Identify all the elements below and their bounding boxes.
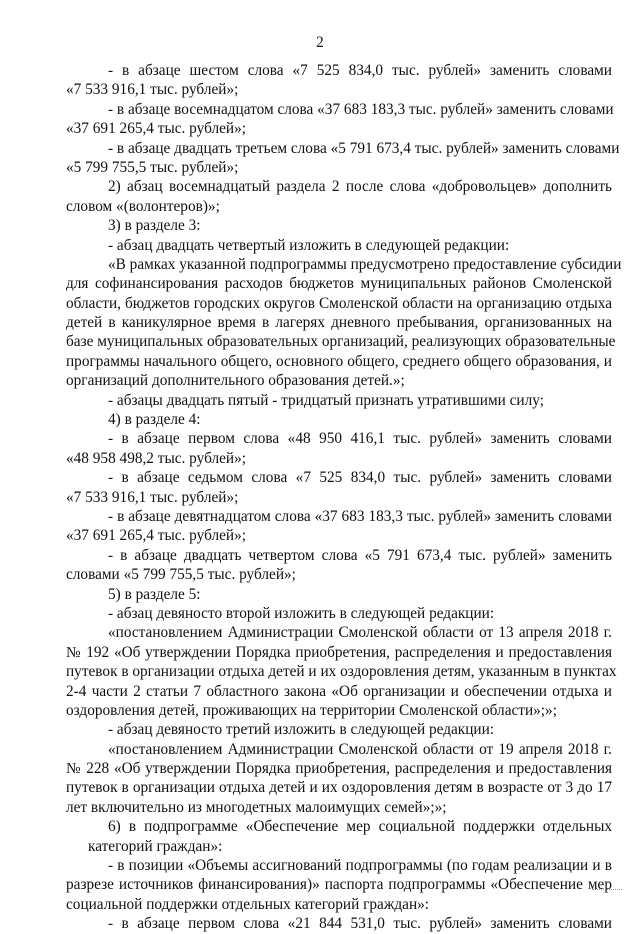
- text-line: «В рамках указанной подпрограммы предусмотрено предоставление субсидии: [108, 255, 622, 273]
- paragraph: [66, 100, 612, 139]
- text-line: разрезе источников финансирования)» паспорта подпрограммы «Обеспечение мер: [66, 876, 612, 894]
- paragraph: [66, 720, 612, 739]
- text-line: «37 691 265,4 тыс. рублей»;: [66, 120, 246, 138]
- paragraph: [66, 604, 612, 623]
- text-line: для софинансирования расходов бюджетов муниципальных районов Смоленской: [66, 275, 612, 293]
- text-line: программы начального общего, основного общего, среднего общего образования, и: [66, 352, 612, 370]
- text-line: - в абзаце двадцать третьем слова «5 791 673,4 тыс. рублей» заменить словами: [108, 139, 620, 157]
- paragraph: [66, 914, 612, 933]
- paragraph: [66, 429, 612, 468]
- text-line: 3) в разделе 3:: [108, 217, 201, 235]
- text-line: «постановлением Администрации Смоленской области от 19 апреля 2018 г.: [108, 740, 612, 758]
- page-number: 2: [316, 34, 324, 51]
- paragraph: [66, 391, 612, 410]
- text-line: категорий граждан»:: [88, 837, 223, 855]
- text-line: путевок в организации отдыха детей и их оздоровления детям в возрасте от 3 до 17: [66, 779, 612, 797]
- text-line: оздоровления детей, проживающих на территории Смоленской области»;»;: [66, 701, 557, 719]
- text-line: «37 691 265,4 тыс. рублей»;: [66, 527, 246, 545]
- text-line: 2) абзац восемнадцатый раздела 2 после слова «добровольцев» дополнить: [108, 178, 612, 196]
- text-line: - в абзаце девятнадцатом слова «37 683 183,3 тыс. рублей» заменить словами: [108, 507, 612, 525]
- text-line: - в позиции «Объемы ассигнований подпрограммы (по годам реализации и в: [108, 857, 612, 875]
- text-line: - абзац девяносто второй изложить в следующей редакции:: [108, 604, 495, 622]
- text-line: - в абзаце восемнадцатом слова «37 683 183,3 тыс. рублей» заменить словами: [108, 100, 614, 118]
- paragraph: [66, 856, 612, 914]
- paragraph: [66, 61, 612, 100]
- text-line: путевок в организации отдыха детей и их оздоровления детям, указанным в пунктах: [66, 663, 617, 681]
- text-line: - в абзаце двадцать четвертом слова «5 791 673,4 тыс. рублей» заменить: [108, 546, 612, 564]
- paragraph: [66, 139, 620, 178]
- text-line: - абзац двадцать четвертый изложить в следующей редакции:: [108, 236, 510, 254]
- paragraph: [66, 216, 612, 235]
- paragraph: [66, 255, 622, 391]
- document-body: [66, 61, 622, 934]
- paragraph: [66, 623, 617, 720]
- text-line: «7 533 916,1 тыс. рублей»;: [66, 488, 239, 506]
- text-line: 2-4 части 2 статьи 7 областного закона «Об организации и обеспечении отдыха и: [66, 682, 612, 700]
- text-line: базе муниципальных образовательных организаций, реализующих образовательные: [66, 333, 616, 351]
- text-line: «7 533 916,1 тыс. рублей»;: [66, 81, 239, 99]
- text-line: - абзацы двадцать пятый - тридцатый признать утратившими силу;: [108, 391, 544, 409]
- paragraph: [66, 177, 612, 216]
- paragraph: [66, 410, 612, 429]
- text-line: лет включительно из многодетных малоимущих семей»;»;: [66, 798, 447, 816]
- text-line: социальной поддержки отдельных категорий граждан»:: [66, 895, 430, 913]
- paragraph: [66, 507, 612, 546]
- text-line: словами «5 799 755,5 тыс. рублей»;: [66, 566, 296, 584]
- text-line: - в абзаце седьмом слова «7 525 834,0 тыс. рублей» заменить словами: [108, 469, 612, 487]
- text-line: - в абзаце первом слова «48 950 416,1 тыс. рублей» заменить словами: [108, 430, 612, 448]
- text-line: - в абзаце шестом слова «7 525 834,0 тыс. рублей» заменить словами: [108, 62, 612, 79]
- text-line: 6) в подпрограмме «Обеспечение мер социальной поддержки отдельных: [108, 818, 612, 836]
- text-line: детей в каникулярное время в лагерях дневного пребывания, организованных на: [66, 314, 612, 332]
- paragraph: [66, 740, 612, 818]
- text-line: 4) в разделе 4:: [108, 411, 201, 429]
- text-line: № 228 «Об утверждении Порядка приобретения, распределения и предоставления: [66, 760, 612, 778]
- paragraph: [66, 468, 612, 507]
- paragraph: [66, 546, 612, 585]
- text-line: организаций дополнительного образования детей.»;: [66, 372, 405, 390]
- paragraph: [66, 585, 612, 604]
- paragraph: [66, 236, 612, 255]
- text-line: 5) в разделе 5:: [108, 585, 201, 603]
- text-line: области, бюджетов городских округов Смоленской области на организацию отдыха: [66, 294, 612, 312]
- text-line: «5 799 755,5 тыс. рублей»;: [66, 158, 239, 176]
- text-line: - в абзаце первом слова «21 844 531,0 тыс. рублей» заменить словами: [108, 915, 612, 933]
- text-line: № 192 «Об утверждении Порядка приобретения, распределения и предоставления: [66, 643, 612, 661]
- text-line: словом «(волонтеров)»;: [66, 197, 220, 215]
- text-line: «постановлением Администрации Смоленской области от 13 апреля 2018 г.: [108, 624, 612, 642]
- paragraph: [66, 817, 612, 856]
- text-line: «48 958 498,2 тыс. рублей»;: [66, 449, 246, 467]
- scan-mark: [592, 889, 622, 890]
- text-line: - абзац девяносто третий изложить в следующей редакции:: [108, 721, 495, 739]
